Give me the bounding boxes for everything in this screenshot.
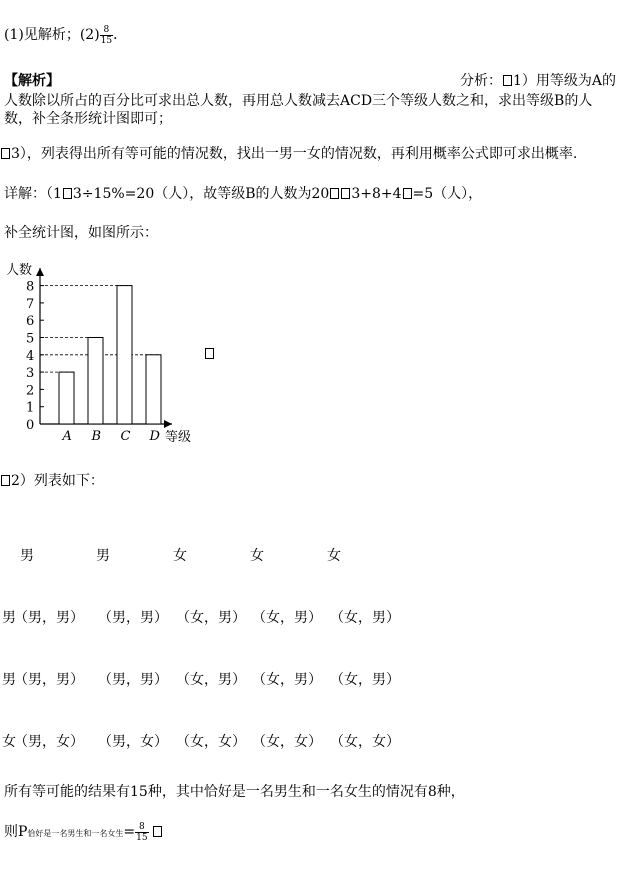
missing-glyph-icon [205,348,214,359]
table-cell: （女，男） [252,672,322,688]
y-tick-label: 4 [26,348,35,364]
probability-subscript: 恰好是一名男生和一名女生 [27,829,124,838]
table-cell: （男，男） [14,672,84,688]
answer-part1: (1)见解析； [4,27,80,43]
final-fraction: $\frac{8}{15}$ [136,821,148,843]
missing-glyph-icon [1,475,10,486]
y-axis-arrow-icon [36,268,44,276]
bar-chart [0,258,240,448]
table-cell: （女，男） [176,672,246,688]
table-intro: 2）列表如下： [0,470,104,490]
x-tick-label: D [149,429,160,444]
table-cell: （男，女） [14,734,84,750]
missing-glyph-icon [63,188,72,199]
table-header-cell: 女 [327,548,341,564]
y-axis-label: 人数 [6,263,33,278]
answer-line [4,24,127,46]
x-axis-arrow-icon [164,420,172,428]
analysis-head: 分析： 1）用等级为A的 [460,73,617,89]
y-tick-label: 8 [26,279,35,295]
missing-glyph-icon [330,188,339,199]
table-cell: （女，男） [330,610,400,626]
table-header-cell: 男 [20,548,34,564]
table-header-cell: 女 [250,548,264,564]
table-cell: （女，男） [330,672,400,688]
conclusion: 所有等可能的结果有15种，其中恰好是一名男生和一名女生的情况有8种， [4,784,465,800]
table-header-cell: 女 [173,548,187,564]
y-tick-label: 5 [26,331,35,347]
table-cell: （男，男） [98,672,168,688]
table-cell: （女，男） [252,610,322,626]
table-cell: （女，女） [330,734,400,750]
table-cell: （女，女） [252,734,322,750]
missing-glyph-icon [153,826,162,837]
x-tick-label: C [120,429,131,444]
missing-glyph-icon [503,75,512,86]
y-tick-label: 3 [26,366,35,382]
x-axis-label: 等级 [165,430,192,445]
row-label: 男 [2,672,16,688]
detail-line1: 详解：（1 3÷15%=20（人），故等级B的人数为20 3+8+4 =5（人）， [4,186,483,202]
x-tick-label: B [91,429,102,444]
bar-a [59,372,74,424]
table-cell: （女，男） [176,610,246,626]
y-tick-label: 6 [26,314,35,330]
analysis-line3: 数，补全条形统计图即可； [4,111,172,127]
table-cell: （男，男） [14,610,84,626]
bar-c [117,286,132,424]
y-tick-label: 1 [26,400,35,416]
table-cell: （男，男） [98,610,168,626]
bar-d [146,355,161,424]
y-tick-label: 2 [26,383,35,399]
answer-suffix: ． [113,27,128,43]
bar-b [88,338,103,425]
y-tick-label: 7 [26,296,35,312]
missing-glyph-icon [403,188,412,199]
row-label: 男 [2,610,16,626]
answer-part2-prefix: (2) [79,27,100,43]
missing-glyph-icon [341,188,350,199]
analysis-line2: 人数除以所占的百分比可求出总人数，再用总人数减去ACD三个等级人数之和，求出等级B的人 [4,93,593,109]
table-cell: （女，女） [176,734,246,750]
table-cell: （男，女） [98,734,168,750]
table-header-cell: 男 [96,548,110,564]
y-tick-label: 0 [26,418,35,433]
x-tick-label: A [62,429,72,444]
row-label: 女 [2,734,16,750]
jiexi-label: 【解析】 [4,73,60,89]
missing-glyph-icon [1,148,10,159]
detail-line2: 补全统计图，如图所示： [4,225,158,241]
answer-fraction: $\frac{8}{15}$ [100,24,113,46]
analysis-line4: 3），列表得出所有等可能的情况数，找出一男一女的情况数，再利用概率公式即可求出概率. [0,143,577,163]
final-probability: 则P恰好是一名男生和一名女生= $\frac{8}{15}$ [4,821,163,843]
